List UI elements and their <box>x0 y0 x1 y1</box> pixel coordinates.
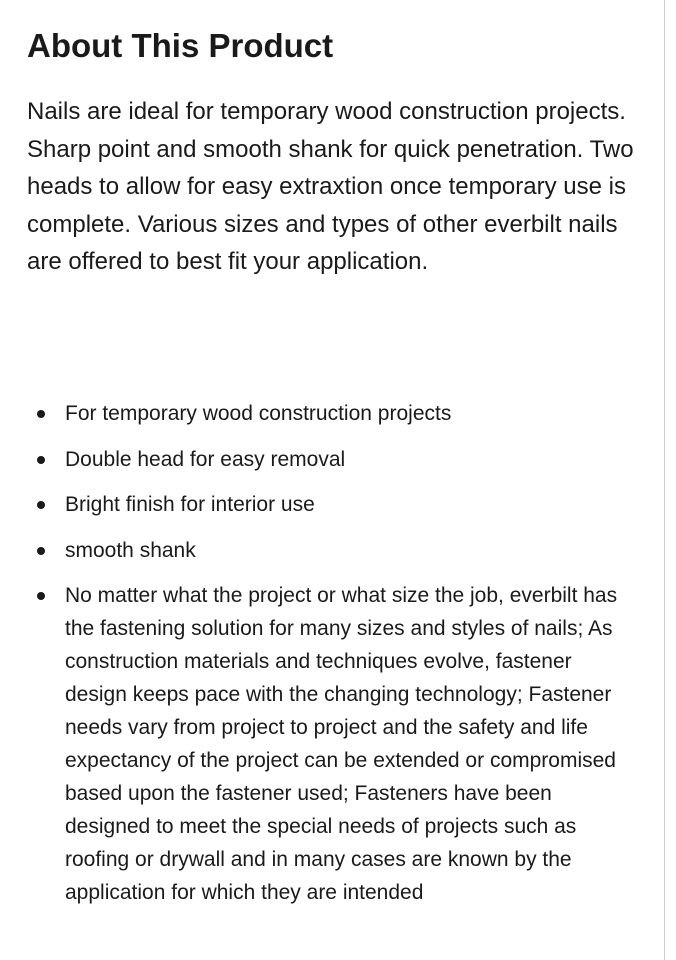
product-description: Nails are ideal for temporary wood construction projects. Sharp point and smooth shank for quick penetration. Two heads to allow for easy extraxtion once temporary use is complete. Various sizes and types of other everbilt nails are offered to best fit your application. <box>27 98 634 276</box>
feature-item <box>27 534 637 567</box>
bullet-icon <box>37 592 45 600</box>
bullet-icon <box>37 456 45 464</box>
feature-item <box>27 443 637 476</box>
feature-text: Double head for easy removal <box>65 447 346 471</box>
feature-item <box>27 488 637 521</box>
feature-text: Bright finish for interior use <box>65 493 315 516</box>
feature-text: smooth shank <box>65 538 196 562</box>
bullet-icon <box>37 410 45 418</box>
feature-text: For temporary wood construction projects <box>65 402 452 425</box>
bullet-icon <box>37 547 45 555</box>
feature-text: No matter what the project or what size the job, everbilt has the fastening solution for many sizes and styles of nails; As construction materials and techniques evolve, fastener design keeps pace with the changing technology; Fastener needs vary from project to project and the safety and life expectancy of the project can be extended or compromised based upon the fastener used; Fasteners have been designed to meet the special needs of projects such as roofing or drywall and in many cases are known by the application for which they are intended <box>65 584 618 904</box>
bullet-icon <box>37 501 45 509</box>
feature-item <box>27 579 637 909</box>
section-title: About This Product <box>27 27 334 64</box>
feature-list <box>27 397 637 922</box>
feature-item <box>27 397 637 430</box>
